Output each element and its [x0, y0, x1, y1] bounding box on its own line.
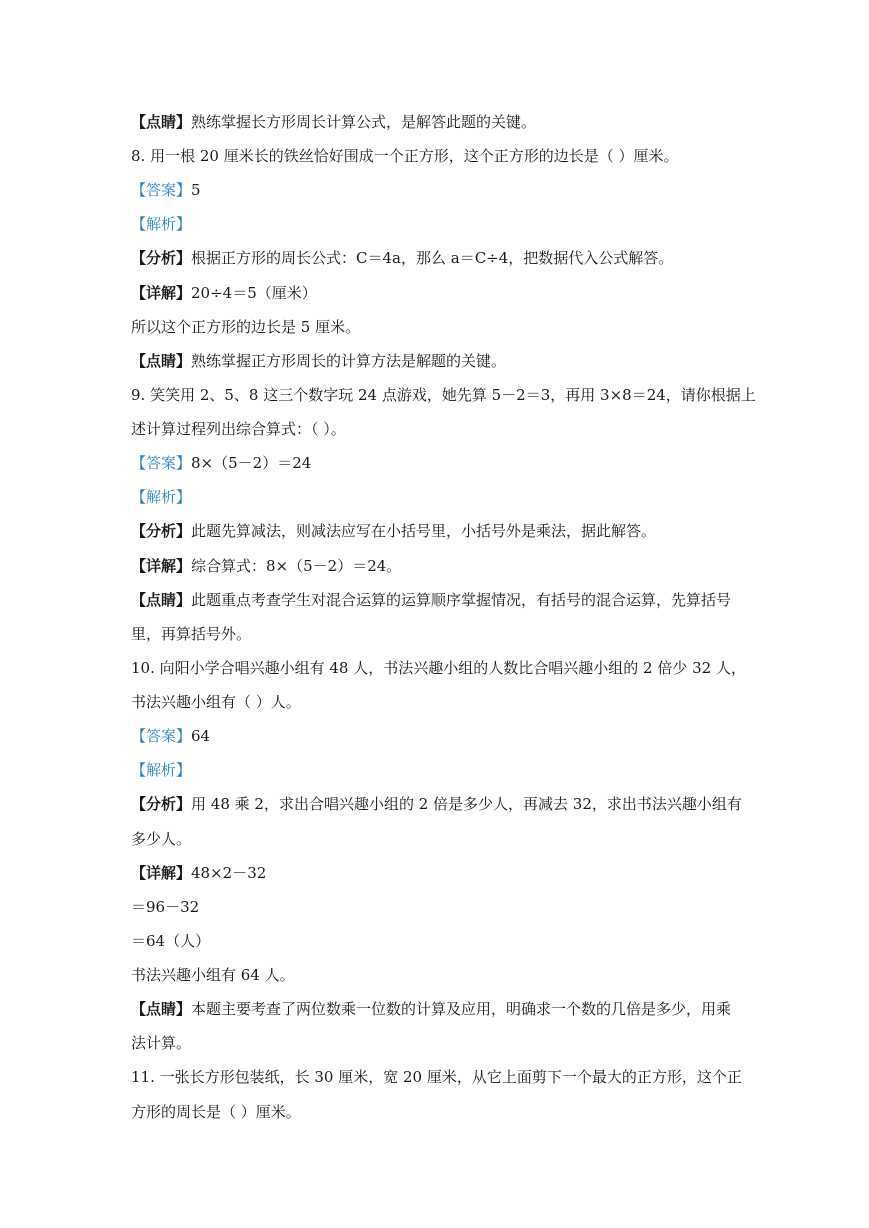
line-text: 多少人。	[131, 830, 192, 848]
analysis-continuation	[131, 829, 749, 849]
line-text: 本题主要考查了两位数乘一位数的计算及应用，明确求一个数的几倍是多少，用乘	[191, 1000, 732, 1018]
tag-fenxi: 【分析】	[131, 522, 192, 540]
tag-answer: 【答案】	[131, 727, 192, 745]
tag-xiangjie: 【详解】	[131, 284, 192, 302]
answer-value: 5	[191, 181, 201, 199]
line-text: 述计算过程列出综合算式：（ ）。	[131, 420, 346, 438]
line-text: 书法兴趣小组有 64 人。	[131, 966, 295, 984]
line-text: 里，再算括号外。	[131, 625, 252, 643]
tag-dianjing: 【点睛】	[131, 113, 192, 131]
tag-answer: 【答案】	[131, 181, 192, 199]
detail-step	[131, 931, 749, 951]
tag-xiangjie: 【详解】	[131, 864, 192, 882]
tag-dianjing: 【点睛】	[131, 1000, 192, 1018]
line-text: 综合算式：8×（5－2）＝24。	[191, 557, 402, 575]
analysis-heading	[131, 487, 749, 507]
line-text: 20÷4＝5（厘米）	[191, 284, 317, 302]
answer-line	[131, 180, 749, 200]
analysis-heading	[131, 760, 749, 780]
question-10	[131, 658, 749, 678]
tag-jiexi: 【解析】	[131, 761, 192, 779]
line-text: 书法兴趣小组有（ ）人。	[131, 693, 301, 711]
question-9	[131, 385, 756, 405]
tag-dianjing: 【点睛】	[131, 352, 192, 370]
answer-line	[131, 726, 749, 746]
comment-line	[131, 351, 749, 371]
line-text: 48×2－32	[191, 864, 267, 882]
analysis-line	[131, 794, 749, 814]
line-text: ＝64（人）	[131, 932, 211, 950]
question-11-continuation	[131, 1102, 749, 1122]
line-text: 10. 向阳小学合唱兴趣小组有 48 人，书法兴趣小组的人数比合唱兴趣小组的 2 倍少 32 人，	[131, 659, 746, 677]
tag-answer: 【答案】	[131, 454, 192, 472]
line-text: ＝96－32	[131, 898, 200, 916]
tag-fenxi: 【分析】	[131, 249, 192, 267]
line-text: 9. 笑笑用 2、5、8 这三个数字玩 24 点游戏，她先算 5－2＝3，再用 3×8＝24，请你根据上	[131, 386, 756, 404]
detail-line	[131, 863, 749, 883]
tag-fenxi: 【分析】	[131, 795, 192, 813]
answer-line	[131, 453, 749, 473]
question-11	[131, 1067, 749, 1087]
question-10-continuation	[131, 692, 749, 712]
line-text: 11. 一张长方形包装纸，长 30 厘米，宽 20 厘米，从它上面剪下一个最大的正方形，这个正	[131, 1068, 742, 1086]
detail-step	[131, 897, 749, 917]
line-text: 所以这个正方形的边长是 5 厘米。	[131, 318, 361, 336]
line-text: 法计算。	[131, 1034, 192, 1052]
line-text: 用 48 乘 2，求出合唱兴趣小组的 2 倍是多少人，再减去 32，求出书法兴趣小组有	[191, 795, 742, 813]
line-text: 熟练掌握正方形周长的计算方法是解题的关键。	[191, 352, 507, 370]
line-text: 此题先算减法，则减法应写在小括号里，小括号外是乘法，据此解答。	[191, 522, 657, 540]
comment-line	[131, 590, 749, 610]
line-text: 熟练掌握长方形周长计算公式，是解答此题的关键。	[191, 113, 537, 131]
analysis-line	[131, 248, 749, 268]
analysis-heading	[131, 214, 749, 234]
line-text: 根据正方形的周长公式：C＝4a，那么 a＝C÷4，把数据代入公式解答。	[191, 249, 674, 267]
line-text: 此题重点考查学生对混合运算的运算顺序掌握情况，有括号的混合运算，先算括号	[191, 591, 732, 609]
analysis-line	[131, 521, 749, 541]
comment-line	[131, 999, 749, 1019]
comment-continuation	[131, 1033, 749, 1053]
tag-jiexi: 【解析】	[131, 488, 192, 506]
detail-line	[131, 556, 749, 576]
line-text: 方形的周长是（ ）厘米。	[131, 1103, 301, 1121]
answer-value: 64	[191, 727, 211, 745]
tag-xiangjie: 【详解】	[131, 557, 192, 575]
question-9-continuation	[131, 419, 749, 439]
line-text: 8. 用一根 20 厘米长的铁丝恰好围成一个正方形，这个正方形的边长是（ ）厘米。	[131, 147, 679, 165]
answer-value: 8×（5－2）＝24	[191, 454, 312, 472]
detail-line	[131, 283, 749, 303]
detail-continuation	[131, 317, 749, 337]
question-8	[131, 146, 749, 166]
detail-conclusion	[131, 965, 749, 985]
tag-dianjing: 【点睛】	[131, 591, 192, 609]
comment-continuation	[131, 624, 749, 644]
tag-jiexi: 【解析】	[131, 215, 192, 233]
comment-line	[131, 112, 749, 132]
